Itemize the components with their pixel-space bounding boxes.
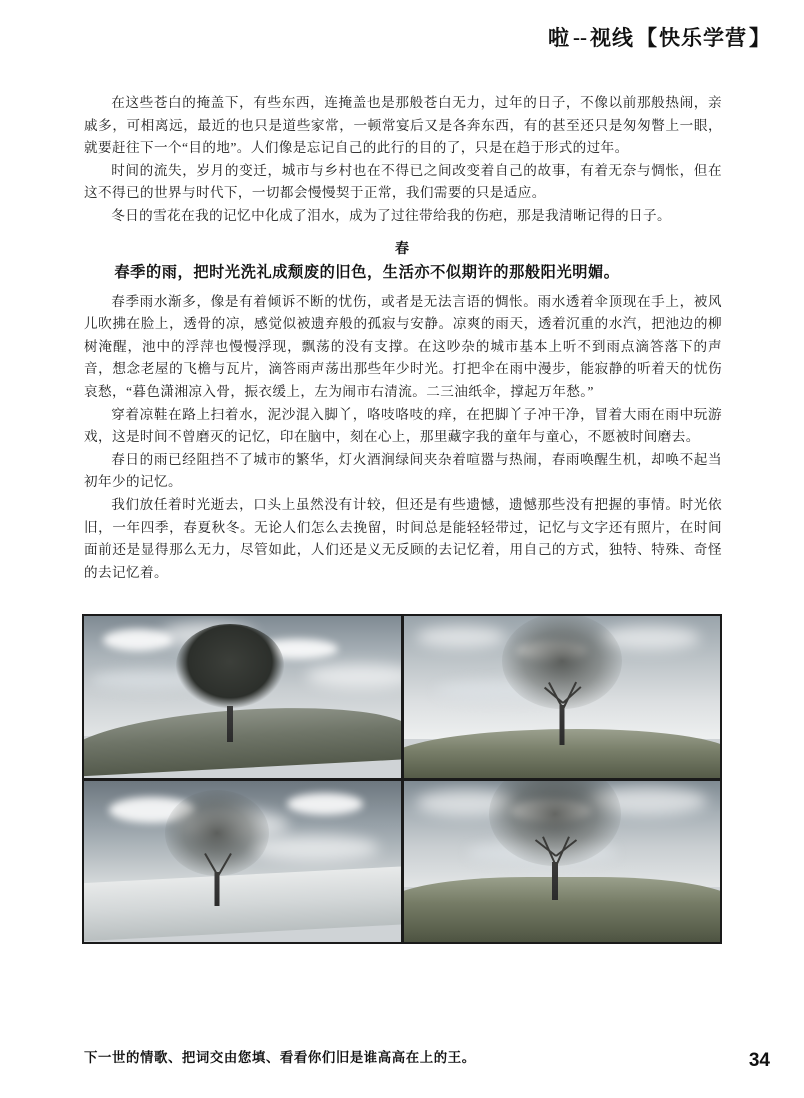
page-number: 34: [748, 1050, 770, 1071]
paragraph: 春日的雨已经阻挡不了城市的繁华，灯火酒涧绿间夹杂着喧嚣与热闹，春雨唤醒生机，却唤不起当初年少的记忆。: [84, 451, 722, 490]
header-dash: --: [573, 24, 587, 49]
lead-paragraph: 春季的雨，把时光洗礼成颓废的旧色，生活亦不似期许的那般阳光明媚。: [114, 263, 620, 281]
photo-grid: [82, 614, 722, 944]
photo-tree-summer-leafy: [84, 616, 401, 778]
header-bracket-close: 】: [749, 26, 770, 50]
photo-tree-bare-grass: [404, 781, 721, 943]
section-heading: 春: [395, 241, 411, 257]
page-header: [548, 22, 770, 52]
photo-tree-winter-snow: [84, 781, 401, 943]
footer-quote: 下一世的情歌、把词交由您填、看看你们旧是谁高高在上的王。: [84, 1050, 476, 1065]
paragraph: 在这些苍白的掩盖下，有些东西，连掩盖也是那般苍白无力，过年的日子，不像以前那般热闹，亲戚多，可相离远，最近的也只是道些家常，一顿常宴后又是各奔东西，有的甚至还只是匆匆瞥上一眼，就要赶往下一个“目的地”。人们像是忘记自己的此行的目的了，只是在趋于形式的过年。: [84, 95, 722, 156]
paragraph: 穿着凉鞋在路上扫着水，泥沙混入脚丫，咯吱咯吱的痒，在把脚丫子冲干净，冒着大雨在雨中玩游戏，这是时间不曾磨灭的记忆，印在脑中，刻在心上，那里藏字我的童年与童心，不愿被时间磨去。: [84, 406, 722, 445]
header-brand: 快乐学营: [659, 26, 747, 50]
paragraph: 我们放任着时光逝去，口头上虽然没有计较，但还是有些遗憾，遗憾那些没有把握的事情。时光依旧，一年四季，春夏秋冬。无论人们怎么去挽留，时间总是能轻轻带过，记忆与文字还有照片，在时间面前还是显得那么无力，尽管如此，人们还是义无反顾的去记忆着，用自己的方式，独特、特殊、奇怪的去记忆着。: [84, 496, 722, 580]
paragraph: 时间的流失，岁月的变迁，城市与乡村也在不得已之间改变着自己的故事，有着无奈与惆怅，但在这不得已的世界与时代下，一切都会慢慢契于正常，我们需要的只是适应。: [84, 162, 722, 201]
photo-tree-bare-hill: [404, 616, 721, 778]
paragraph: 冬日的雪花在我的记忆中化成了泪水，成为了过往带给我的伤疤，那是我清晰记得的日子。: [111, 207, 671, 223]
header-title: 视线: [590, 26, 634, 50]
paragraph: 春季雨水渐多，像是有着倾诉不断的忧伤，或者是无法言语的惆怅。雨水透着伞顶现在手上，被风儿吹拂在脸上，透骨的凉，感觉似被遗弃般的孤寂与安静。凉爽的雨天，透着沉重的水汽，把池边的柳树淹醒，池中的浮萍也慢慢浮现，飘荡的没有支撑。在这吵杂的城市基本上听不到雨点滴答落下的声音，想念老屋的飞檐与瓦片，滴答雨声荡出那些年少时光。打把伞在雨中漫步，能寂静的听着天的忧伤哀愁，“暮色潇湘凉入骨，振衣缓上，左为闹市右清流。二三油纸伞，撑起万年愁。”: [84, 293, 722, 399]
header-kana: 啦: [548, 26, 570, 50]
article-body: [84, 92, 722, 584]
header-bracket-open: 【: [636, 26, 657, 50]
